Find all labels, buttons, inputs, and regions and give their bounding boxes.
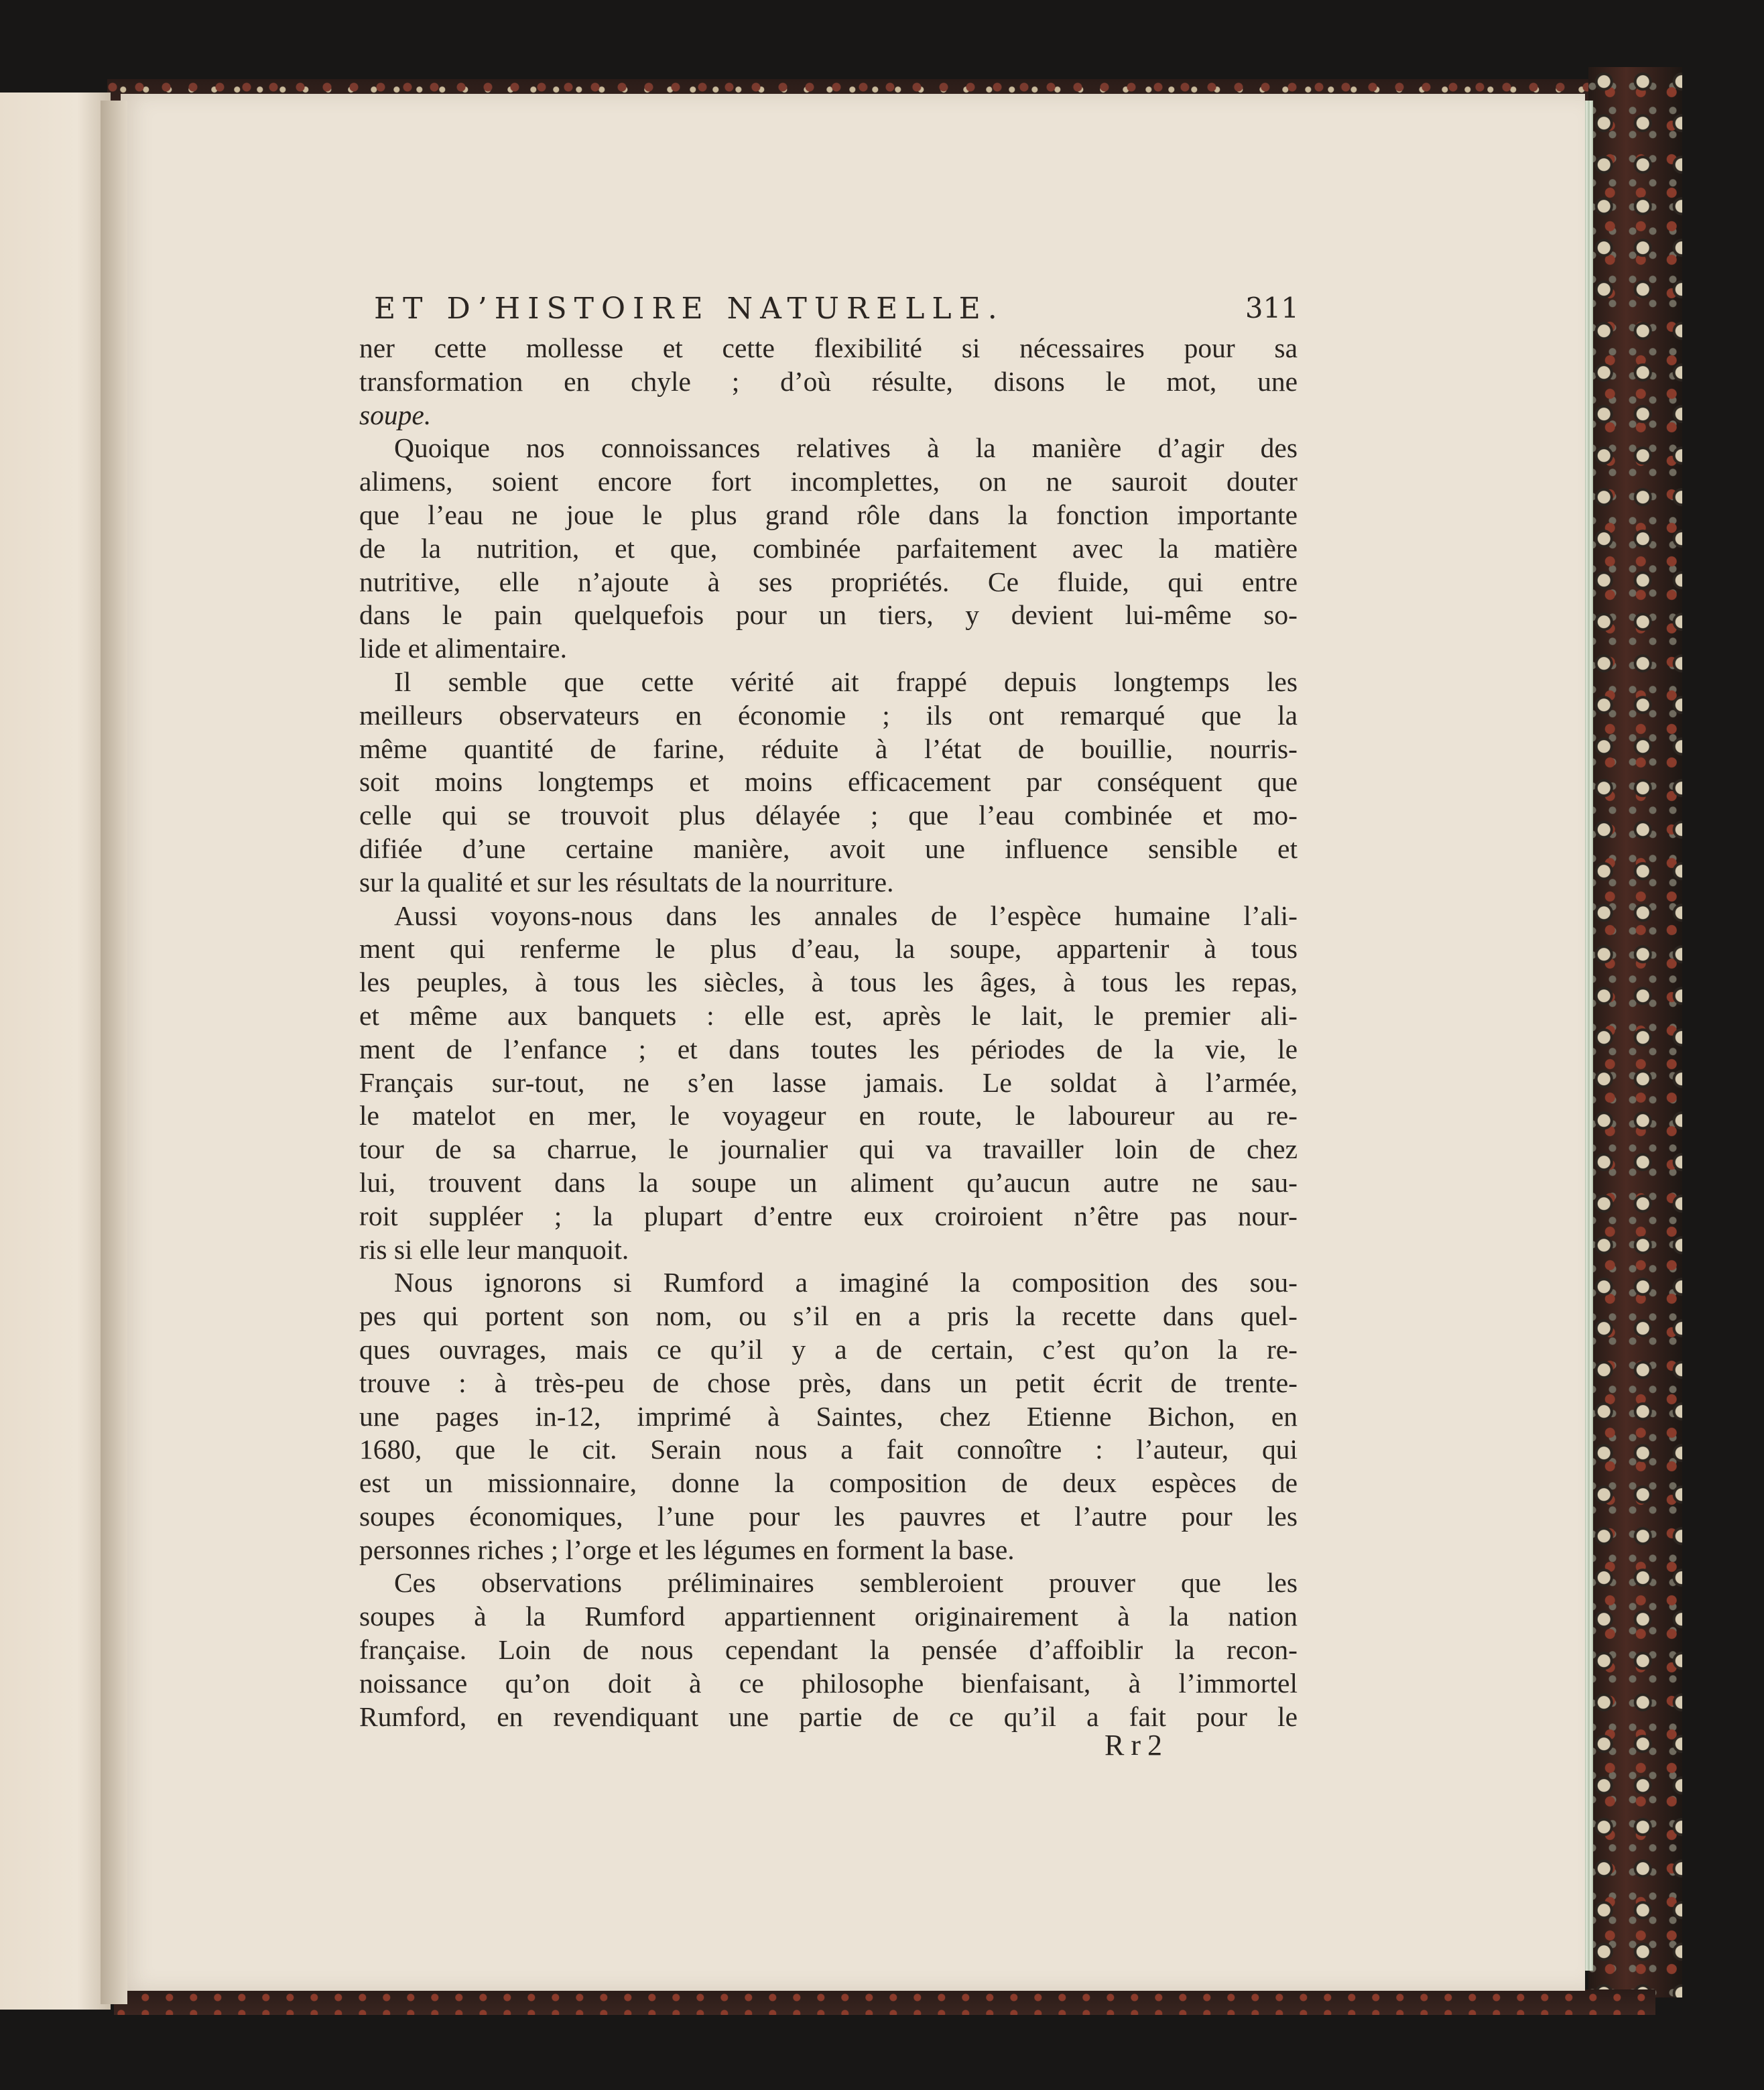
text-line: Quoique nos connoissances relatives à la manière d’agir des xyxy=(394,432,1298,464)
signature-mark: Rr2 xyxy=(1105,1729,1169,1762)
text-line: 1680, que le cit. Serain nous a fait connoître : l’auteur, qui xyxy=(359,1434,1298,1465)
text-line: meilleurs observateurs en économie ; ils ont remarqué que la xyxy=(359,699,1298,731)
text-line: lui, trouvent dans la soupe un aliment qu’aucun autre ne sau- xyxy=(359,1166,1298,1198)
text-line: roit suppléer ; la plupart d’entre eux croiroient n’être pas nour- xyxy=(359,1200,1298,1231)
text-line: Il semble que cette vérité ait frappé depuis longtemps les xyxy=(394,666,1298,697)
text-line: Ces observations préliminaires sembleroient prouver que les xyxy=(394,1567,1298,1599)
text-line: sur la qualité et sur les résultats de la nourriture. xyxy=(359,866,894,898)
text-line: difiée d’une certaine manière, avoit une influence sensible et xyxy=(359,833,1298,864)
text-line: de la nutrition, et que, combinée parfaitement avec la matière xyxy=(359,532,1298,564)
text-line: Français sur-tout, ne s’en lasse jamais. Le soldat à l’armée, xyxy=(359,1066,1298,1098)
page-header xyxy=(374,292,1299,332)
text-line: française. Loin de nous cependant la pensée d’affoiblir la recon- xyxy=(359,1634,1298,1666)
text-line: le matelot en mer, le voyageur en route, le laboureur au re- xyxy=(359,1100,1298,1131)
text-line: soupes économiques, l’une pour les pauvres et l’autre pour les xyxy=(359,1500,1298,1532)
facing-page-left xyxy=(0,93,111,2010)
body-text xyxy=(359,332,1298,1733)
text-line: alimens, soient encore fort incomplettes, on ne sauroit douter xyxy=(359,466,1298,497)
text-line: est un missionnaire, donne la composition de deux espèces de xyxy=(359,1467,1298,1499)
book-cover-bottom-edge xyxy=(114,1989,1655,2015)
text-line: lide et alimentaire. xyxy=(359,633,567,664)
text-line: même quantité de farine, réduite à l’état de bouillie, nourris- xyxy=(359,733,1298,764)
text-line: celle qui se trouvoit plus délayée ; que l’eau combinée et mo- xyxy=(359,800,1298,831)
text-line: noissance qu’on doit à ce philosophe bienfaisant, à l’immortel xyxy=(359,1667,1298,1699)
text-line: Nous ignorons si Rumford a imaginé la composition des sou- xyxy=(394,1267,1298,1298)
text-line: et même aux banquets : elle est, après le lait, le premier ali- xyxy=(359,999,1298,1031)
text-line: soupe. xyxy=(359,399,432,430)
book-gutter xyxy=(101,101,127,2004)
text-line: nutritive, elle n’ajoute à ses propriétés. Ce fluide, qui entre xyxy=(359,566,1298,597)
text-line: que l’eau ne joue le plus grand rôle dans la fonction importante xyxy=(359,499,1298,530)
text-line: ner cette mollesse et cette flexibilité si nécessaires pour sa xyxy=(359,332,1298,363)
text-line: trouve : à très-peu de chose près, dans un petit écrit de trente- xyxy=(359,1367,1298,1398)
text-line: Rumford, en revendiquant une partie de ce qu’il a fait pour le xyxy=(359,1701,1298,1732)
text-line: ment qui renferme le plus d’eau, la soupe, appartenir à tous xyxy=(359,933,1298,965)
text-line: une pages in-12, imprimé à Saintes, chez Etienne Bichon, en xyxy=(359,1400,1298,1432)
text-line: les peuples, à tous les siècles, à tous les âges, à tous les repas, xyxy=(359,967,1298,998)
book-cover-marbled-board xyxy=(1588,67,1682,1997)
text-line: dans le pain quelquefois pour un tiers, y devient lui-même so- xyxy=(359,599,1298,631)
text-line: ment de l’enfance ; et dans toutes les périodes de la vie, le xyxy=(359,1033,1298,1064)
running-head: ET D’HISTOIRE NATURELLE. xyxy=(374,292,1005,326)
text-line: Aussi voyons-nous dans les annales de l’espèce humaine l’ali- xyxy=(394,900,1298,931)
page-number: 311 xyxy=(1245,292,1299,324)
text-line: ris si elle leur manquoit. xyxy=(359,1233,629,1265)
text-line: tour de sa charrue, le journalier qui va travailler loin de chez xyxy=(359,1133,1298,1165)
text-line: transformation en chyle ; d’où résulte, disons le mot, une xyxy=(359,365,1298,397)
text-line: ques ouvrages, mais ce qu’il y a de certain, c’est qu’on la re- xyxy=(359,1333,1298,1365)
text-line: pes qui portent son nom, ou s’il en a pris la recette dans quel- xyxy=(359,1300,1298,1332)
text-line: soupes à la Rumford appartiennent originairement à la nation xyxy=(359,1601,1298,1632)
text-line: personnes riches ; l’orge et les légumes en forment la base. xyxy=(359,1534,1015,1565)
text-line: soit moins longtemps et moins efficacement par conséquent que xyxy=(359,766,1298,798)
